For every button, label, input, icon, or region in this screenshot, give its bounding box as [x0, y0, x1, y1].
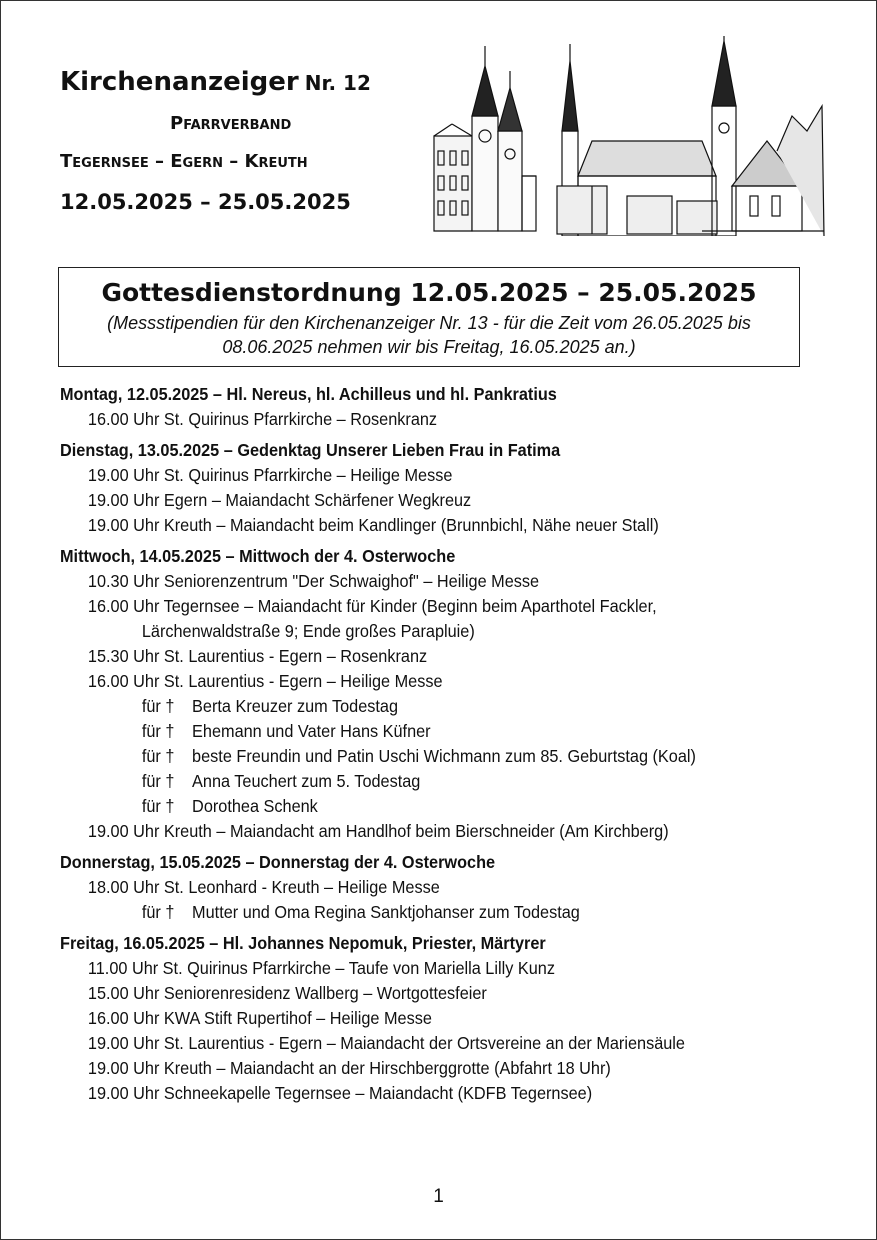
- issue-number: Nr. 12: [304, 71, 371, 95]
- intention-prefix: für †: [141, 696, 175, 716]
- service-entry: 19.00 Uhr St. Laurentius - Egern – Maiandacht der Ortsvereine an der Mariensäule: [87, 1033, 685, 1053]
- parish-places: Tegernsee – Egern – Kreuth: [60, 151, 308, 172]
- intention-text: Berta Kreuzer zum Todestag: [192, 696, 399, 716]
- intention-prefix: für †: [141, 902, 175, 922]
- day-block: [60, 382, 795, 432]
- service-entry: 19.00 Uhr Egern – Maiandacht Schärfener Wegkreuz: [87, 490, 472, 510]
- service-entry: 16.00 Uhr St. Laurentius - Egern – Heilige Messe: [87, 671, 443, 691]
- intention-text: Anna Teuchert zum 5. Todestag: [192, 771, 421, 791]
- intention-prefix: für †: [141, 746, 175, 766]
- service-entry: 16.00 Uhr St. Quirinus Pfarrkirche – Rosenkranz: [87, 409, 438, 429]
- intention-text: Dorothea Schenk: [192, 796, 318, 816]
- service-entry: 19.00 Uhr St. Quirinus Pfarrkirche – Heilige Messe: [87, 465, 453, 485]
- mass-stipend-note: (Messstipendien für den Kirchenanzeiger Nr. 13 - für die Zeit vom 26.05.2025 bis 08.06.2025 nehmen wir bis Freitag, 16.05.2025 an.): [107, 313, 751, 357]
- mass-intention: [60, 794, 795, 819]
- parish-association: Pfarrverband: [170, 113, 292, 134]
- day-heading: Donnerstag, 15.05.2025 – Donnerstag der 4. Osterwoche: [60, 852, 496, 872]
- mass-intention: [60, 719, 795, 744]
- intention-text: Mutter und Oma Regina Sanktjohanser zum Todestag: [192, 902, 580, 922]
- service-entry: 18.00 Uhr St. Leonhard - Kreuth – Heilige Messe: [87, 877, 440, 897]
- masthead: [60, 62, 420, 217]
- day-heading: Freitag, 16.05.2025 – Hl. Johannes Nepomuk, Priester, Märtyrer: [60, 933, 546, 953]
- day-heading: Mittwoch, 14.05.2025 – Mittwoch der 4. Osterwoche: [60, 546, 456, 566]
- service-entry: 11.00 Uhr St. Quirinus Pfarrkirche – Taufe von Mariella Lilly Kunz: [87, 958, 555, 978]
- service-entry: 19.00 Uhr Kreuth – Maiandacht am Handlhof beim Bierschneider (Am Kirchberg): [87, 821, 669, 841]
- service-entry: 10.30 Uhr Seniorenzentrum "Der Schwaighof" – Heilige Messe: [87, 571, 540, 591]
- mass-intention: [60, 744, 795, 769]
- day-block: [60, 850, 795, 925]
- intention-text: beste Freundin und Patin Uschi Wichmann zum 85. Geburtstag (Koal): [192, 746, 696, 766]
- day-heading: Dienstag, 13.05.2025 – Gedenktag Unserer Lieben Frau in Fatima: [60, 440, 561, 460]
- service-entry: 19.00 Uhr Kreuth – Maiandacht beim Kandlinger (Brunnbichl, Nähe neuer Stall): [87, 515, 659, 535]
- intention-text: Ehemann und Vater Hans Küfner: [192, 721, 431, 741]
- mass-intention: [60, 769, 795, 794]
- publication-title: Kirchenanzeiger Nr. 12: [60, 67, 371, 97]
- schedule: [60, 382, 795, 1112]
- issue-dates: 12.05.2025 – 25.05.2025: [60, 190, 351, 214]
- day-block: [60, 544, 795, 844]
- service-entry: 16.00 Uhr KWA Stift Rupertihof – Heilige Messe: [87, 1008, 432, 1028]
- service-entry: 15.30 Uhr St. Laurentius - Egern – Rosenkranz: [87, 646, 428, 666]
- mass-intention: [60, 900, 795, 925]
- service-entry: 19.00 Uhr Kreuth – Maiandacht an der Hirschberggrotte (Abfahrt 18 Uhr): [87, 1058, 611, 1078]
- intention-prefix: für †: [141, 721, 175, 741]
- service-entry: 15.00 Uhr Seniorenresidenz Wallberg – Wortgottesfeier: [87, 983, 487, 1003]
- churches-illustration: [432, 36, 826, 236]
- mass-intention: [60, 694, 795, 719]
- intention-prefix: für †: [141, 796, 175, 816]
- service-entry-continuation: Lärchenwaldstraße 9; Ende großes Parapluie): [141, 621, 475, 641]
- day-heading: Montag, 12.05.2025 – Hl. Nereus, hl. Achilleus und hl. Pankratius: [60, 384, 557, 404]
- intention-prefix: für †: [141, 771, 175, 791]
- service-entry: 19.00 Uhr Schneekapelle Tegernsee – Maiandacht (KDFB Tegernsee): [87, 1083, 593, 1103]
- page-number: 1: [433, 1186, 444, 1207]
- service-order-box: [58, 267, 800, 367]
- service-entry: 16.00 Uhr Tegernsee – Maiandacht für Kinder (Beginn beim Aparthotel Fackler,: [87, 596, 657, 616]
- day-block: [60, 931, 795, 1106]
- service-order-title: Gottesdienstordnung 12.05.2025 – 25.05.2025: [101, 278, 757, 307]
- day-block: [60, 438, 795, 538]
